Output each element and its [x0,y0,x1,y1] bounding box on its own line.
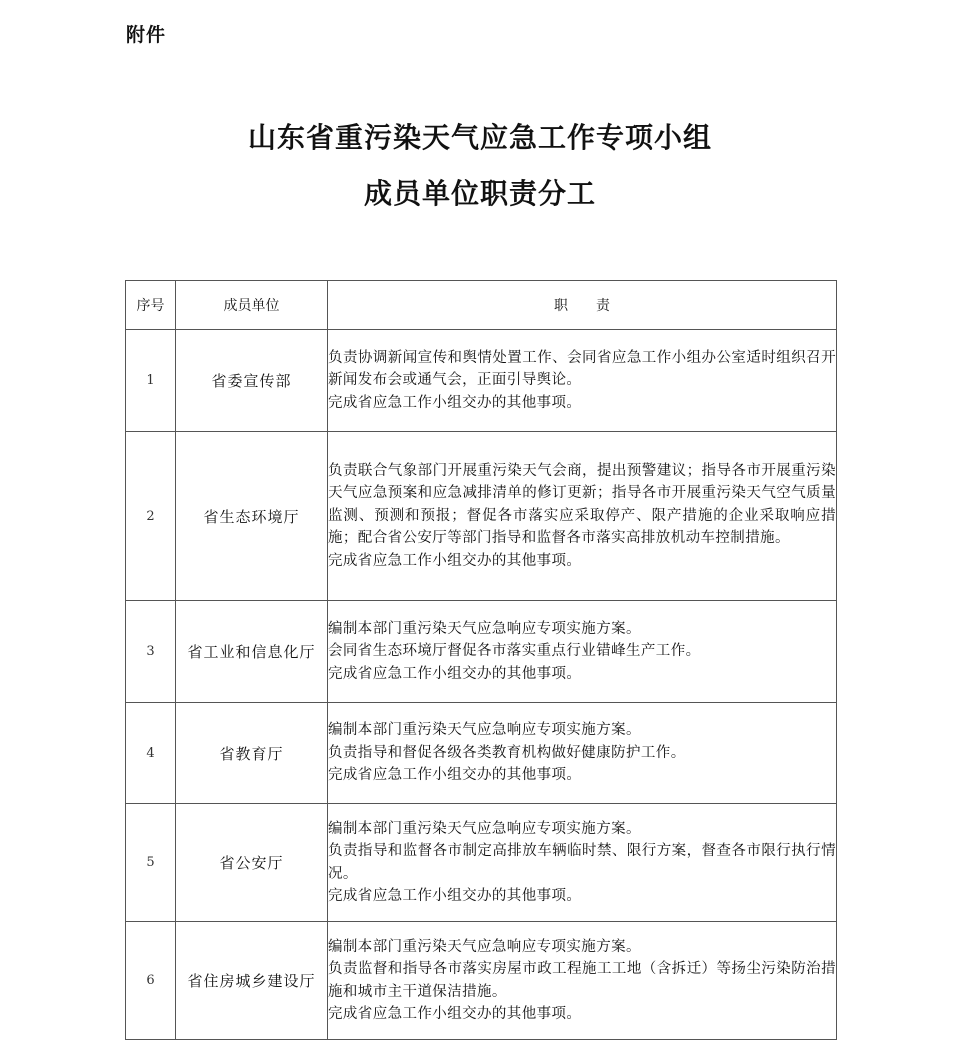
row-unit: 省教育厅 [176,703,328,804]
row-duties [328,703,837,804]
duty-line: 编制本部门重污染天气应急响应专项实施方案。 [328,938,641,955]
table-row [126,432,837,601]
row-seq: 4 [126,703,176,804]
row-unit: 省委宣传部 [176,330,328,432]
row-seq: 6 [126,922,176,1040]
table-row [126,703,837,804]
duty-line: 完成省应急工作小组交办的其他事项。 [328,552,582,569]
row-duties [328,922,837,1040]
table-row [126,804,837,922]
table-header-row [126,281,837,330]
row-unit: 省工业和信息化厅 [176,601,328,703]
duty-line: 会同省生态环境厅督促各市落实重点行业错峰生产工作。 [328,643,701,660]
header-unit: 成员单位 [176,281,328,330]
row-seq: 1 [126,330,176,432]
row-duties [328,601,837,703]
row-unit: 省生态环境厅 [176,432,328,601]
attachment-label: 附件 [126,24,167,46]
row-duties [328,432,837,601]
duty-line: 完成省应急工作小组交办的其他事项。 [328,1006,582,1022]
duty-line: 负责监督和指导各市落实房屋市政工程施工工地（含拆迁）等扬尘污染防治措施和城市主干道保洁措施。 [328,961,836,1000]
duty-line: 编制本部门重污染天气应急响应专项实施方案。 [328,620,641,637]
table-row [126,330,837,432]
document-title-line1: 山东省重污染天气应急工作专项小组 [247,121,712,154]
duty-line: 负责联合气象部门开展重污染天气会商，提出预警建议；指导各市开展重污染天气应急预案和应急减排清单的修订更新；指导各市开展重污染天气空气质量监测、预测和预报；督促各市落实应采取停产、限产措施的企业采取响应措施；配合省公安厅等部门指导和监督各市落实高排放机动车控制措施。 [328,462,836,547]
duty-line: 负责指导和督促各级各类教育机构做好健康防护工作。 [328,744,686,761]
duty-line: 完成省应急工作小组交办的其他事项。 [328,888,582,904]
row-seq: 3 [126,601,176,703]
table-row [126,922,837,1040]
row-duties [328,804,837,922]
table-row [126,601,837,703]
row-unit: 省公安厅 [176,804,328,922]
duty-line: 完成省应急工作小组交办的其他事项。 [328,394,582,411]
header-duty: 职 责 [328,281,837,330]
duty-line: 编制本部门重污染天气应急响应专项实施方案。 [328,722,641,739]
row-seq: 5 [126,804,176,922]
duty-line: 编制本部门重污染天气应急响应专项实施方案。 [328,820,641,837]
duty-line: 完成省应急工作小组交办的其他事项。 [328,767,582,784]
duty-line: 负责指导和监督各市制定高排放车辆临时禁、限行方案，督查各市限行执行情况。 [328,843,836,882]
duties-table [125,280,837,1040]
duty-line: 负责协调新闻宣传和舆情处置工作、会同省应急工作小组办公室适时组织召开新闻发布会或通气会，正面引导舆论。 [328,349,836,389]
row-unit: 省住房城乡建设厅 [176,922,328,1040]
row-seq: 2 [126,432,176,601]
duty-line: 完成省应急工作小组交办的其他事项。 [328,665,582,682]
header-seq: 序号 [126,281,176,330]
document-title-line2: 成员单位职责分工 [363,177,596,210]
row-duties [328,330,837,432]
